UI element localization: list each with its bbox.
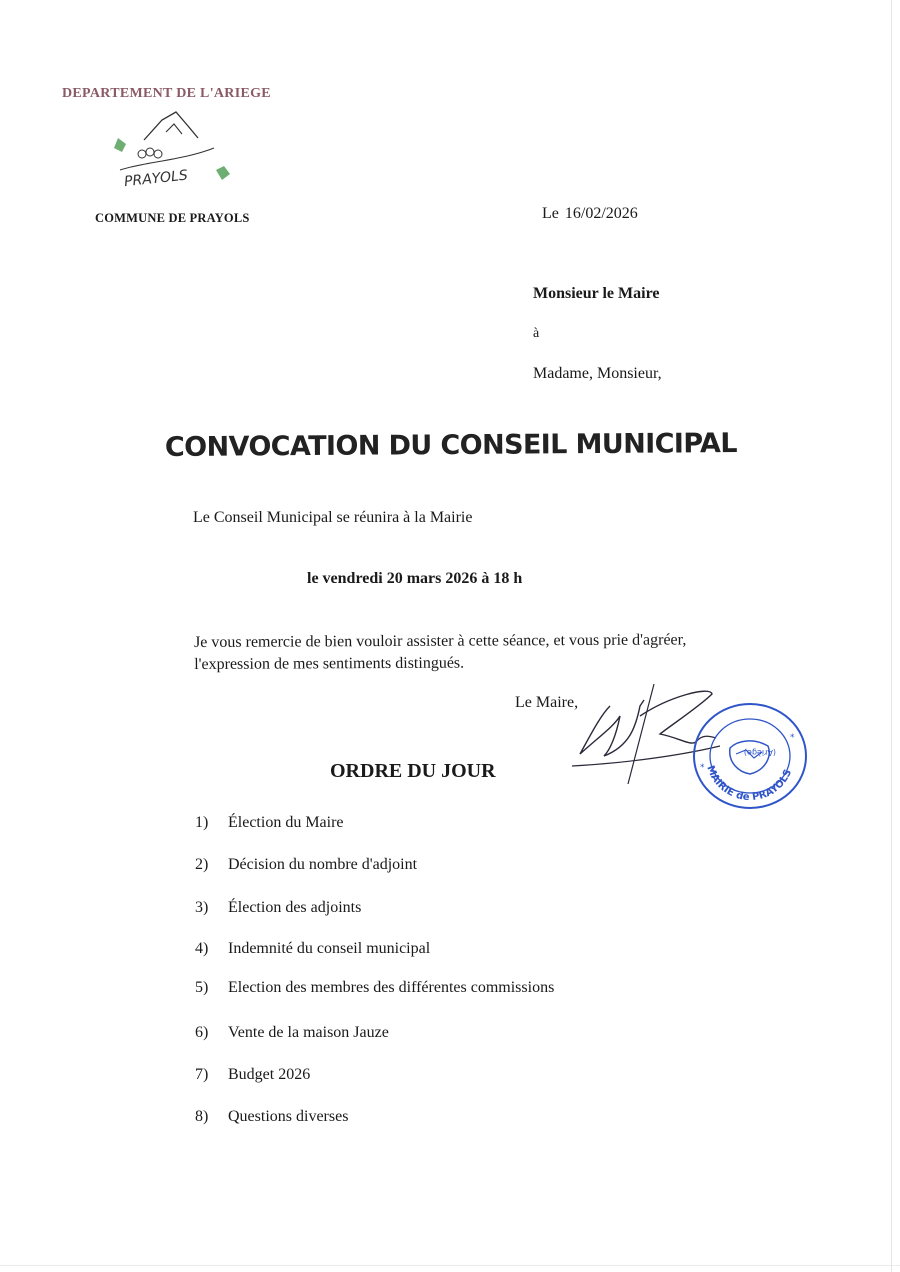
meeting-date: le vendredi 20 mars 2026 à 18 h	[307, 570, 523, 587]
agenda-item	[195, 814, 554, 856]
addressee: Madame, Monsieur,	[533, 365, 662, 382]
document-title: CONVOCATION DU CONSEIL MUNICIPAL	[164, 428, 738, 463]
agenda-item-number: 6)	[195, 1024, 209, 1041]
department-header: DEPARTEMENT DE L'ARIEGE	[62, 86, 271, 101]
star-icon: *	[790, 733, 795, 743]
agenda-item-number: 5)	[195, 979, 209, 996]
stamp-inner-text: (Ariège)	[743, 748, 776, 757]
agenda-item	[195, 856, 554, 898]
to-word: à	[533, 326, 540, 341]
page-edge-bottom	[0, 1265, 900, 1266]
agenda-item-label: Budget 2026	[228, 1066, 311, 1083]
agenda-item-label: Election des membres des différentes commissions	[228, 979, 555, 996]
svg-text:MAIRIE de PRAYOLS	[704, 764, 794, 803]
agenda-item-label: Questions diverses	[228, 1108, 349, 1125]
date-value: 16/02/2026	[564, 205, 638, 222]
leaf-icon	[114, 138, 126, 152]
agenda-item	[195, 1024, 554, 1066]
agenda-item-label: Décision du nombre d'adjoint	[228, 856, 418, 873]
date-prefix: Le	[542, 205, 559, 222]
logo-text: PRAYOLS	[123, 167, 189, 191]
closing-line-1: Je vous remercie de bien vouloir assister à cette séance, et vous prie d'agréer,	[194, 631, 687, 651]
agenda-item	[195, 899, 554, 941]
closing-paragraph	[194, 629, 764, 676]
agenda-item-label: Vente de la maison Jauze	[228, 1024, 389, 1041]
mairie-stamp	[688, 700, 812, 812]
agenda-item-label: Élection des adjoints	[228, 899, 362, 916]
meeting-intro: Le Conseil Municipal se réunira à la Mairie	[193, 509, 473, 526]
agenda-item-label: Indemnité du conseil municipal	[228, 940, 431, 957]
agenda-title: ORDRE DU JOUR	[330, 760, 496, 782]
agenda-item-number: 4)	[195, 940, 209, 957]
letter-date	[542, 205, 638, 223]
leaf-icon	[216, 166, 230, 180]
sender: Monsieur le Maire	[533, 285, 660, 302]
closing-line-2: l'expression de mes sentiments distingués.	[194, 654, 465, 673]
agenda-item	[195, 940, 554, 982]
agenda-item	[195, 1108, 554, 1150]
agenda-item-number: 8)	[195, 1108, 209, 1125]
commune-name: COMMUNE DE PRAYOLS	[95, 211, 250, 225]
commune-logo	[104, 108, 244, 192]
agenda-item-number: 7)	[195, 1066, 209, 1083]
stamp-text: MAIRIE de PRAYOLS	[704, 764, 795, 804]
page-edge-right	[891, 0, 892, 1272]
agenda-item	[195, 979, 554, 1021]
agenda-item	[195, 1066, 554, 1108]
agenda-item-label: Élection du Maire	[228, 814, 344, 831]
agenda-item-number: 3)	[195, 899, 209, 916]
signer-title: Le Maire,	[515, 694, 579, 711]
agenda-list	[195, 814, 554, 1150]
star-icon: *	[700, 763, 705, 773]
agenda-item-number: 2)	[195, 856, 209, 873]
agenda-item-number: 1)	[195, 814, 209, 831]
